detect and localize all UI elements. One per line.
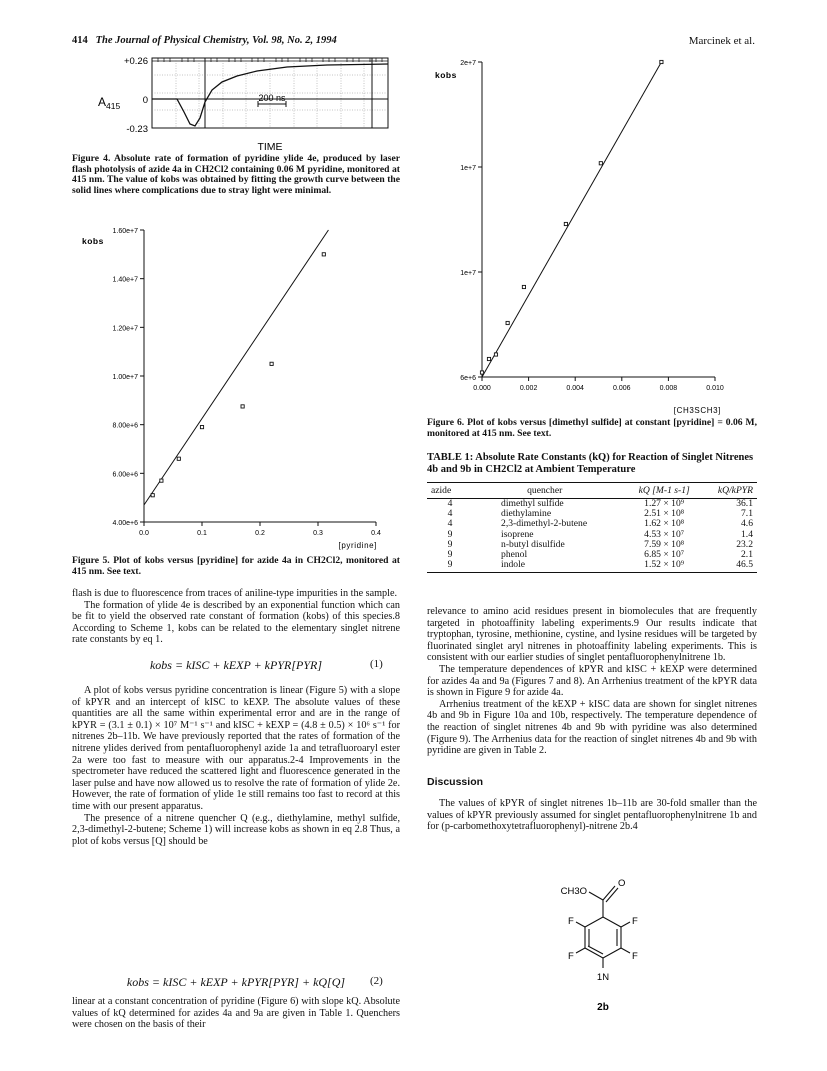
left-column-text-3 bbox=[72, 996, 400, 1031]
x-tick-label: 0.002 bbox=[519, 385, 538, 392]
table-cell: 9 bbox=[447, 528, 453, 540]
data-point bbox=[160, 479, 163, 482]
left-column-text-2 bbox=[72, 685, 400, 847]
left-paragraph: The formation of ylide 4e is described by an exponential function which can be fit to yield the observed rate constant of formation (kobs) of this species.8 According to Scheme 1, kobs can be related to the elementary singlet nitrene rate constants by eq 1. bbox=[72, 599, 400, 646]
fig6-caption-text: Plot of kobs versus [dimethyl sulfide] at constant [pyridine] = 0.06 M, monitored at 415 nm. See text. bbox=[427, 417, 757, 439]
x-tick-label: 0.008 bbox=[659, 385, 678, 392]
table-row bbox=[427, 509, 757, 519]
x-tick-label: 0.000 bbox=[473, 385, 491, 392]
nitrene-label: 1N bbox=[596, 972, 610, 983]
table-row bbox=[427, 530, 757, 540]
fluorine-label: F bbox=[632, 916, 638, 927]
right-paragraph: The values of kPYR of singlet nitrenes 1b–11b are 30-fold smaller than the values of kPYR previously assumed for singlet pentafluorophenylnitrene 1b and for (p-carbomethoxytetrafluorophenyl)-nitrene 2b.4 bbox=[427, 798, 757, 833]
benzene-ring bbox=[585, 917, 621, 958]
table-cell: phenol bbox=[501, 549, 528, 561]
x-tick-label: 0.006 bbox=[613, 385, 631, 392]
x-tick-label: 0.0 bbox=[139, 530, 149, 537]
data-point bbox=[599, 162, 602, 165]
table-cell: 4.53 × 10⁷ bbox=[644, 528, 685, 540]
right-column-text-1 bbox=[427, 606, 757, 757]
table-cell: 4 bbox=[447, 498, 453, 509]
y-tick-label: 1.60e+7 bbox=[112, 228, 138, 235]
table-cell: dimethyl sulfide bbox=[501, 498, 564, 509]
right-paragraph: The temperature dependences of kPYR and kISC + kEXP were determined for azides 4a and 9a (Figures 7 and 8). An Arrhenius treatment of the kPYR data is shown in Figure 9 for azide 4a. bbox=[427, 663, 757, 699]
equation-1 bbox=[72, 658, 400, 673]
data-point bbox=[241, 405, 244, 408]
data-point bbox=[480, 371, 483, 374]
table-1-title-text: Absolute Rate Constants (kQ) for Reaction of Singlet Nitrenes 4b and 9b in CH2Cl2 at Ambient Temperature bbox=[427, 452, 754, 475]
fig4-scale-label: 200 ns bbox=[258, 93, 286, 103]
table-cell: 9 bbox=[447, 549, 453, 561]
equation-1-number: (1) bbox=[370, 658, 383, 670]
x-axis-label: [CH3SCH3] bbox=[673, 406, 721, 415]
table-cell: 1.62 × 10⁸ bbox=[644, 518, 685, 530]
table-cell: 4 bbox=[447, 518, 453, 530]
figure-5-caption bbox=[72, 556, 400, 577]
table-header: quencher bbox=[463, 483, 626, 499]
table-cell: 4 bbox=[447, 508, 453, 520]
x-tick-label: 0.2 bbox=[255, 530, 265, 537]
y-tick-label: 1e+7 bbox=[460, 270, 476, 277]
y-axis-label: kobs bbox=[82, 236, 104, 246]
table-header: azide bbox=[427, 483, 463, 499]
right-paragraph: Arrhenius treatment of the kEXP + kISC data are shown for singlet nitrenes 4b and 9b in Figure 10a and 10b, respectively. The temperature dependence of the reaction of singlet nitrenes 4b and 9b with pyridine was also determined (Figure 9). The Arrhenius data for the reaction of singlet nitrenes 4b and 9b with pyridine are given in Table 2. bbox=[427, 698, 757, 757]
table-header: kQ/kPYR bbox=[702, 483, 757, 499]
right-column-text-2 bbox=[427, 798, 757, 833]
y-tick-label: 6.00e+6 bbox=[112, 471, 138, 479]
table-cell: 23.2 bbox=[736, 538, 753, 550]
table-cell: 4.6 bbox=[741, 518, 753, 530]
page-header bbox=[72, 35, 337, 46]
table-1-title bbox=[427, 452, 757, 476]
table-cell: diethylamine bbox=[501, 508, 552, 520]
fluorine-label: F bbox=[568, 916, 574, 927]
table-cell: indole bbox=[463, 560, 626, 573]
figure-4-caption bbox=[72, 154, 400, 196]
data-point bbox=[494, 353, 497, 356]
section-heading-discussion: Discussion bbox=[427, 776, 484, 788]
equation-2-number: (2) bbox=[370, 975, 383, 987]
y-tick-label: 2e+7 bbox=[460, 60, 476, 67]
x-tick-label: 0.4 bbox=[371, 530, 381, 537]
fig4-ylabel: $A_{415}$ bbox=[98, 95, 121, 111]
equation-2-body: kobs = kISC + kEXP + kPYR[PYR] + kQ[Q] bbox=[126, 975, 346, 989]
compound-label: 2b bbox=[597, 1002, 609, 1013]
left-column-text-1 bbox=[72, 588, 400, 646]
x-tick-label: 0.1 bbox=[197, 530, 207, 537]
x-axis-label: [pyridine] bbox=[338, 541, 377, 550]
x-tick-label: 0.010 bbox=[706, 385, 724, 392]
fluorine-label: F bbox=[632, 951, 638, 962]
data-point bbox=[564, 222, 567, 225]
table-cell: 46.5 bbox=[702, 560, 757, 573]
journal-title: The Journal of Physical Chemistry, Vol. 98, No. 2, 1994 bbox=[95, 35, 337, 46]
left-paragraph: A plot of kobs versus pyridine concentration is linear (Figure 5) with a slope of kPYR and an intercept of kISC to kEXP. The absolute values of these quantities are all the same within experimental error and are in the range of kPYR = (3.1 ± 0.1) × 10⁷ M⁻¹ s⁻¹ and kISC + kEXP = (4.8 ± 0.5) × 10⁶ s⁻¹ for nitrenes 2b–11b. We have previously reported that the rates of formation of the nitrene ylides derived from pentafluorophenyl azide 1a and tetrafluoroaryl ester 2a were too fast to measure with our apparatus.2-4 Improvements in the spectrometer have reduced the scattered light and fluorescence generated in the laser pulse and have now allowed us to resolve the rate of formation of ylide 2e. However, the rate of formation of ylide 1e still remains too fast to record at this time with our present apparatus. bbox=[72, 685, 400, 812]
table-cell: 6.85 × 10⁷ bbox=[644, 549, 685, 561]
fit-line bbox=[144, 230, 328, 505]
equation-1-body: kobs = kISC + kEXP + kPYR[PYR] bbox=[149, 658, 323, 672]
table-cell: 2.1 bbox=[741, 549, 753, 561]
data-point bbox=[322, 253, 325, 256]
data-point bbox=[177, 457, 180, 460]
y-tick-label: 1.20e+7 bbox=[112, 325, 138, 333]
fig4-caption-label: Figure 4. bbox=[72, 153, 111, 164]
page-number: 414 bbox=[72, 35, 88, 46]
ester-methoxy-label: CH3O bbox=[560, 886, 587, 897]
figure-4 bbox=[72, 52, 412, 167]
table-cell: 1.27 × 10⁹ bbox=[644, 498, 685, 509]
table-cell: 36.1 bbox=[736, 498, 753, 509]
y-tick-label: 6e+6 bbox=[460, 375, 476, 382]
figure-6-caption bbox=[427, 418, 757, 439]
data-point bbox=[487, 357, 490, 360]
x-tick-label: 0.3 bbox=[313, 530, 323, 537]
fig4-xlabel: TIME bbox=[257, 141, 283, 153]
data-point bbox=[151, 494, 154, 497]
fig4-ytick: 0 bbox=[142, 95, 148, 106]
figure-6 bbox=[425, 52, 760, 417]
fig4-ytick: -0.23 bbox=[126, 124, 148, 135]
data-point bbox=[522, 285, 525, 288]
right-paragraph: relevance to amino acid residues present in biomolecules that are frequently targeted in photoaffinity labeling experiments.9 Our results indicate that tryptophan, tyrosine, methionine, cystine, and lysine residues will be targeted by fluorinated singlet aryl nitrenes in photoaffinity labeling experiments. This is consistent with our earlier studies of singlet pentafluorophenylnitrene 1b. bbox=[427, 606, 757, 664]
table-cell: 9 bbox=[427, 560, 463, 573]
fit-line bbox=[482, 62, 661, 377]
left-paragraph: flash is due to fluorescence from traces of aniline-type impurities in the sample. bbox=[72, 588, 398, 599]
table-cell: isoprene bbox=[501, 528, 534, 540]
fig4-ytick: +0.26 bbox=[123, 56, 148, 67]
table-cell: 9 bbox=[447, 538, 453, 550]
y-tick-label: 1.40e+7 bbox=[112, 276, 138, 284]
y-tick-label: 1e+7 bbox=[460, 165, 476, 172]
y-tick-label: 8.00e+6 bbox=[112, 422, 138, 430]
table-cell: 7.1 bbox=[741, 508, 753, 520]
y-tick-label: 1.00e+7 bbox=[112, 374, 138, 381]
data-point bbox=[270, 362, 273, 365]
y-tick-label: 4.00e+6 bbox=[112, 520, 138, 527]
table-cell: 1.4 bbox=[741, 528, 753, 540]
table-cell: 7.59 × 10⁸ bbox=[644, 538, 685, 550]
table-row bbox=[427, 550, 757, 560]
table-row bbox=[427, 560, 757, 573]
fig4-caption-text: Absolute rate of formation of pyridine ylide 4e, produced by laser flash photolysis of azide 4a in CH2Cl2 containing 0.06 M pyridine, monitored at 415 nm. The value of kobs was obtained by fitting the growth curve between the solid lines where complications due to stray light were minimal. bbox=[72, 153, 400, 196]
carbonyl-oxygen-label: O bbox=[618, 878, 626, 889]
left-paragraph: The presence of a nitrene quencher Q (e.g., diethylamine, methyl sulfide, 2,3-dimethyl-2-butene; Scheme 1) will increase kobs as shown in eq 2.8 Thus, a plot of kobs versus [Q] should be bbox=[72, 812, 400, 847]
table-cell: 2,3-dimethyl-2-butene bbox=[501, 518, 588, 530]
data-point bbox=[200, 426, 203, 429]
table-1-label: TABLE 1: bbox=[427, 452, 474, 463]
fig6-caption-label: Figure 6. bbox=[427, 417, 465, 428]
table-row bbox=[427, 540, 757, 550]
fluorine-label: F bbox=[568, 951, 574, 962]
table-1 bbox=[427, 452, 757, 573]
table-1-grid bbox=[427, 482, 757, 573]
x-tick-label: 0.004 bbox=[566, 385, 584, 392]
structure-2b bbox=[545, 872, 655, 1022]
table-header: kQ [M-1 s-1] bbox=[626, 483, 701, 499]
table-cell: 1.52 × 10⁹ bbox=[626, 560, 701, 573]
equation-2 bbox=[72, 975, 400, 990]
data-point bbox=[506, 321, 509, 324]
table-row bbox=[427, 519, 757, 529]
y-axis-label: kobs bbox=[435, 70, 457, 80]
running-authors: Marcinek et al. bbox=[688, 35, 755, 47]
left-paragraph: linear at a constant concentration of pyridine (Figure 6) with slope kQ. Absolute values of kQ determined for azides 4a and 9a are given in Table 1. Quenchers were chosen on the basis of their bbox=[72, 996, 400, 1031]
table-cell: n-butyl disulfide bbox=[501, 538, 565, 550]
fig5-caption-label: Figure 5. bbox=[72, 555, 110, 566]
figure-5 bbox=[72, 222, 412, 554]
table-row bbox=[427, 499, 757, 510]
data-point bbox=[660, 60, 663, 63]
fig5-caption-text: Plot of kobs versus [pyridine] for azide 4a in CH2Cl2, monitored at 415 nm. See text. bbox=[72, 555, 400, 577]
table-cell: 2.51 × 10⁸ bbox=[644, 508, 685, 520]
